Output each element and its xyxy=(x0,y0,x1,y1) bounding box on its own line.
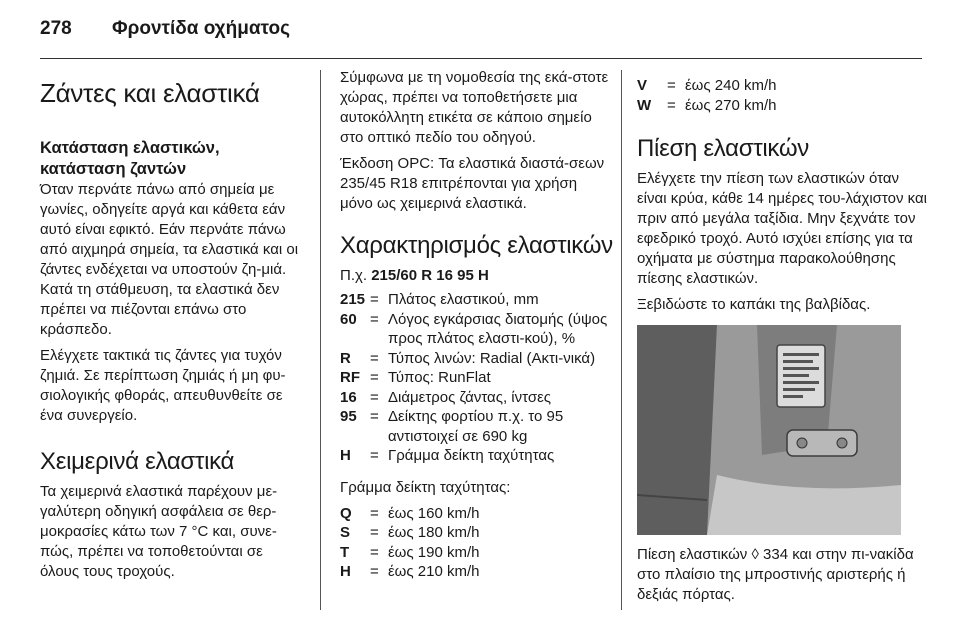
definition-key: W xyxy=(637,96,652,114)
speed-index-list-continued xyxy=(637,76,927,115)
definition-equals: = xyxy=(667,77,676,94)
column-divider-1 xyxy=(320,70,321,610)
header-rule xyxy=(40,58,922,59)
definition-row xyxy=(340,543,614,563)
section-title-tyre-designation: Χαρακτηρισμός ελαστικών xyxy=(340,232,613,259)
section-title-winter-tyres: Χειμερινά ελαστικά xyxy=(40,448,235,475)
paragraph-winter-tyres: Τα χειμερινά ελαστικά παρέχουν με-γαλύτερη οδηγική ασφάλεια σε θερ-μοκρασίες κάτω των 7 °C και, συνε-πώς, πρέπει να τοποθετούνται σε όλους τους τροχούς. xyxy=(40,483,278,580)
definition-row xyxy=(340,388,614,408)
definition-key: T xyxy=(340,543,350,561)
designation-definitions xyxy=(340,290,614,466)
definition-row xyxy=(340,310,614,349)
definition-row xyxy=(340,407,614,446)
column-1 xyxy=(40,68,306,588)
door-pillar-illustration xyxy=(637,325,901,535)
definition-equals: = xyxy=(370,291,379,308)
definition-equals: = xyxy=(370,563,379,580)
definition-key: V xyxy=(637,77,648,94)
definition-equals: = xyxy=(370,349,379,367)
definition-row xyxy=(637,96,927,116)
definition-value: έως 210 km/h xyxy=(388,563,480,580)
definition-value: έως 160 km/h xyxy=(388,504,480,522)
definition-equals: = xyxy=(370,543,379,561)
definition-value: έως 190 km/h xyxy=(388,543,480,561)
paragraph-tyre-pressure: Ελέγχετε την πίεση των ελαστικών όταν είναι κρύα, κάθε 14 ημέρες του-λάχιστον και πριν από μεγάλα ταξίδια. Μην ξεχνάτε τον εφεδρικό τροχό. Αυτό ισχύει επίσης για τα οχήματα με σύστημα παρακολούθησης πίεσης ελαστικών. xyxy=(637,170,927,287)
definition-equals: = xyxy=(370,388,379,406)
definition-row xyxy=(340,562,614,582)
definition-key: R xyxy=(340,349,351,367)
column-3 xyxy=(637,68,927,611)
definition-equals: = xyxy=(370,369,379,386)
definition-value: Διάμετρος ζάντας, ίντσες xyxy=(388,388,552,406)
paragraph-valve-cap: Ξεβιδώστε το καπάκι της βαλβίδας. xyxy=(637,296,871,313)
paragraph-sticker: Σύμφωνα με τη νομοθεσία της εκά-στοτε χώρας, πρέπει να τοποθετήσετε μια αυτοκόλλητη ετικέτα σε κάποιο σημείο στο οπτικό πεδίο του οδηγού. xyxy=(340,69,609,146)
running-title: Φροντίδα οχήματος xyxy=(112,18,290,39)
column-divider-2 xyxy=(621,70,622,610)
definition-row xyxy=(340,349,614,369)
definition-equals: = xyxy=(370,504,379,522)
section-title-wheels-tyres: Ζάντες και ελαστικά xyxy=(40,78,260,108)
definition-key: RF xyxy=(340,369,360,386)
subsection-title-condition: Κατάσταση ελαστικών, κατάσταση ζαντών xyxy=(40,139,220,178)
page-header xyxy=(40,18,920,48)
definition-value: έως 180 km/h xyxy=(388,524,480,541)
definition-equals: = xyxy=(370,447,379,464)
paragraph-check-rims: Ελέγχετε τακτικά τις ζάντες για τυχόν ζημιά. Σε περίπτωση ζημιάς ή μη φυ-σιολογικής φθοράς, απευθυνθείτε σε ένα συνεργείο. xyxy=(40,347,286,424)
definition-key: 95 xyxy=(340,408,357,425)
definition-key: H xyxy=(340,563,351,580)
definition-key: S xyxy=(340,524,351,541)
column-2 xyxy=(340,68,614,582)
definition-row xyxy=(340,368,614,388)
definition-key: 16 xyxy=(340,388,357,406)
definition-equals: = xyxy=(667,96,676,114)
page-number: 278 xyxy=(40,18,72,39)
definition-value: Τύπος λινών: Radial (Ακτι-νικά) xyxy=(388,349,596,367)
definition-value: Τύπος: RunFlat xyxy=(388,369,491,386)
definition-key: H xyxy=(340,447,351,464)
definition-value: έως 240 km/h xyxy=(685,77,777,94)
definition-row xyxy=(340,523,614,543)
definition-value: Λόγος εγκάρσιας διατομής (ύψος προς πλάτος ελαστι-κού), % xyxy=(388,310,608,347)
definition-value: έως 270 km/h xyxy=(685,96,777,114)
speed-index-intro: Γράμμα δείκτη ταχύτητας: xyxy=(340,478,511,496)
definition-key: 215 xyxy=(340,291,366,308)
definition-equals: = xyxy=(370,310,379,328)
section-title-tyre-pressure: Πίεση ελαστικών xyxy=(637,135,809,162)
designation-example xyxy=(340,266,614,286)
definition-row xyxy=(340,290,614,310)
paragraph-condition: Όταν περνάτε πάνω από σημεία με γωνίες, οδηγείτε αργά και κάθετα εάν αυτό είναι εφικτό. Εάν περνάτε πάνω από αιχμηρά σημεία, τα ελαστικά και οι ζάντες ενδέχεται να υποστούν ζη-μιά. Κατά τη στάθμευση, τα ελαστικά δεν πρέπει να πιέζονται επάνω στο κράσπεδο. xyxy=(40,181,299,338)
definition-equals: = xyxy=(370,408,379,425)
definition-row xyxy=(637,76,927,96)
definition-row xyxy=(340,504,614,524)
example-code: 215/60 R 16 95 H xyxy=(371,267,489,284)
definition-key: 60 xyxy=(340,310,357,328)
definition-value: Πλάτος ελαστικού, mm xyxy=(388,291,539,308)
definition-key: Q xyxy=(340,504,352,522)
definition-equals: = xyxy=(370,524,379,541)
paragraph-opc: Έκδοση OPC: Τα ελαστικά διαστά-σεων 235/45 R18 επιτρέπονται για χρήση μόνο ως χειμερινά ελαστικά. xyxy=(340,155,605,212)
door-pillar-tyre-label-photo xyxy=(637,325,901,535)
paragraph-pressure-reference: Πίεση ελαστικών ◊ 334 και στην πι-νακίδα στο πλαίσιο της μπροστινής αριστερής ή δεξιάς πόρτας. xyxy=(637,546,914,603)
definition-value: Γράμμα δείκτη ταχύτητας xyxy=(388,447,555,464)
speed-index-list xyxy=(340,504,614,582)
example-prefix: Π.χ. xyxy=(340,267,368,284)
definition-row xyxy=(340,446,614,466)
definition-value: Δείκτης φορτίου π.χ. το 95 αντιστοιχεί σε 690 kg xyxy=(388,408,564,445)
